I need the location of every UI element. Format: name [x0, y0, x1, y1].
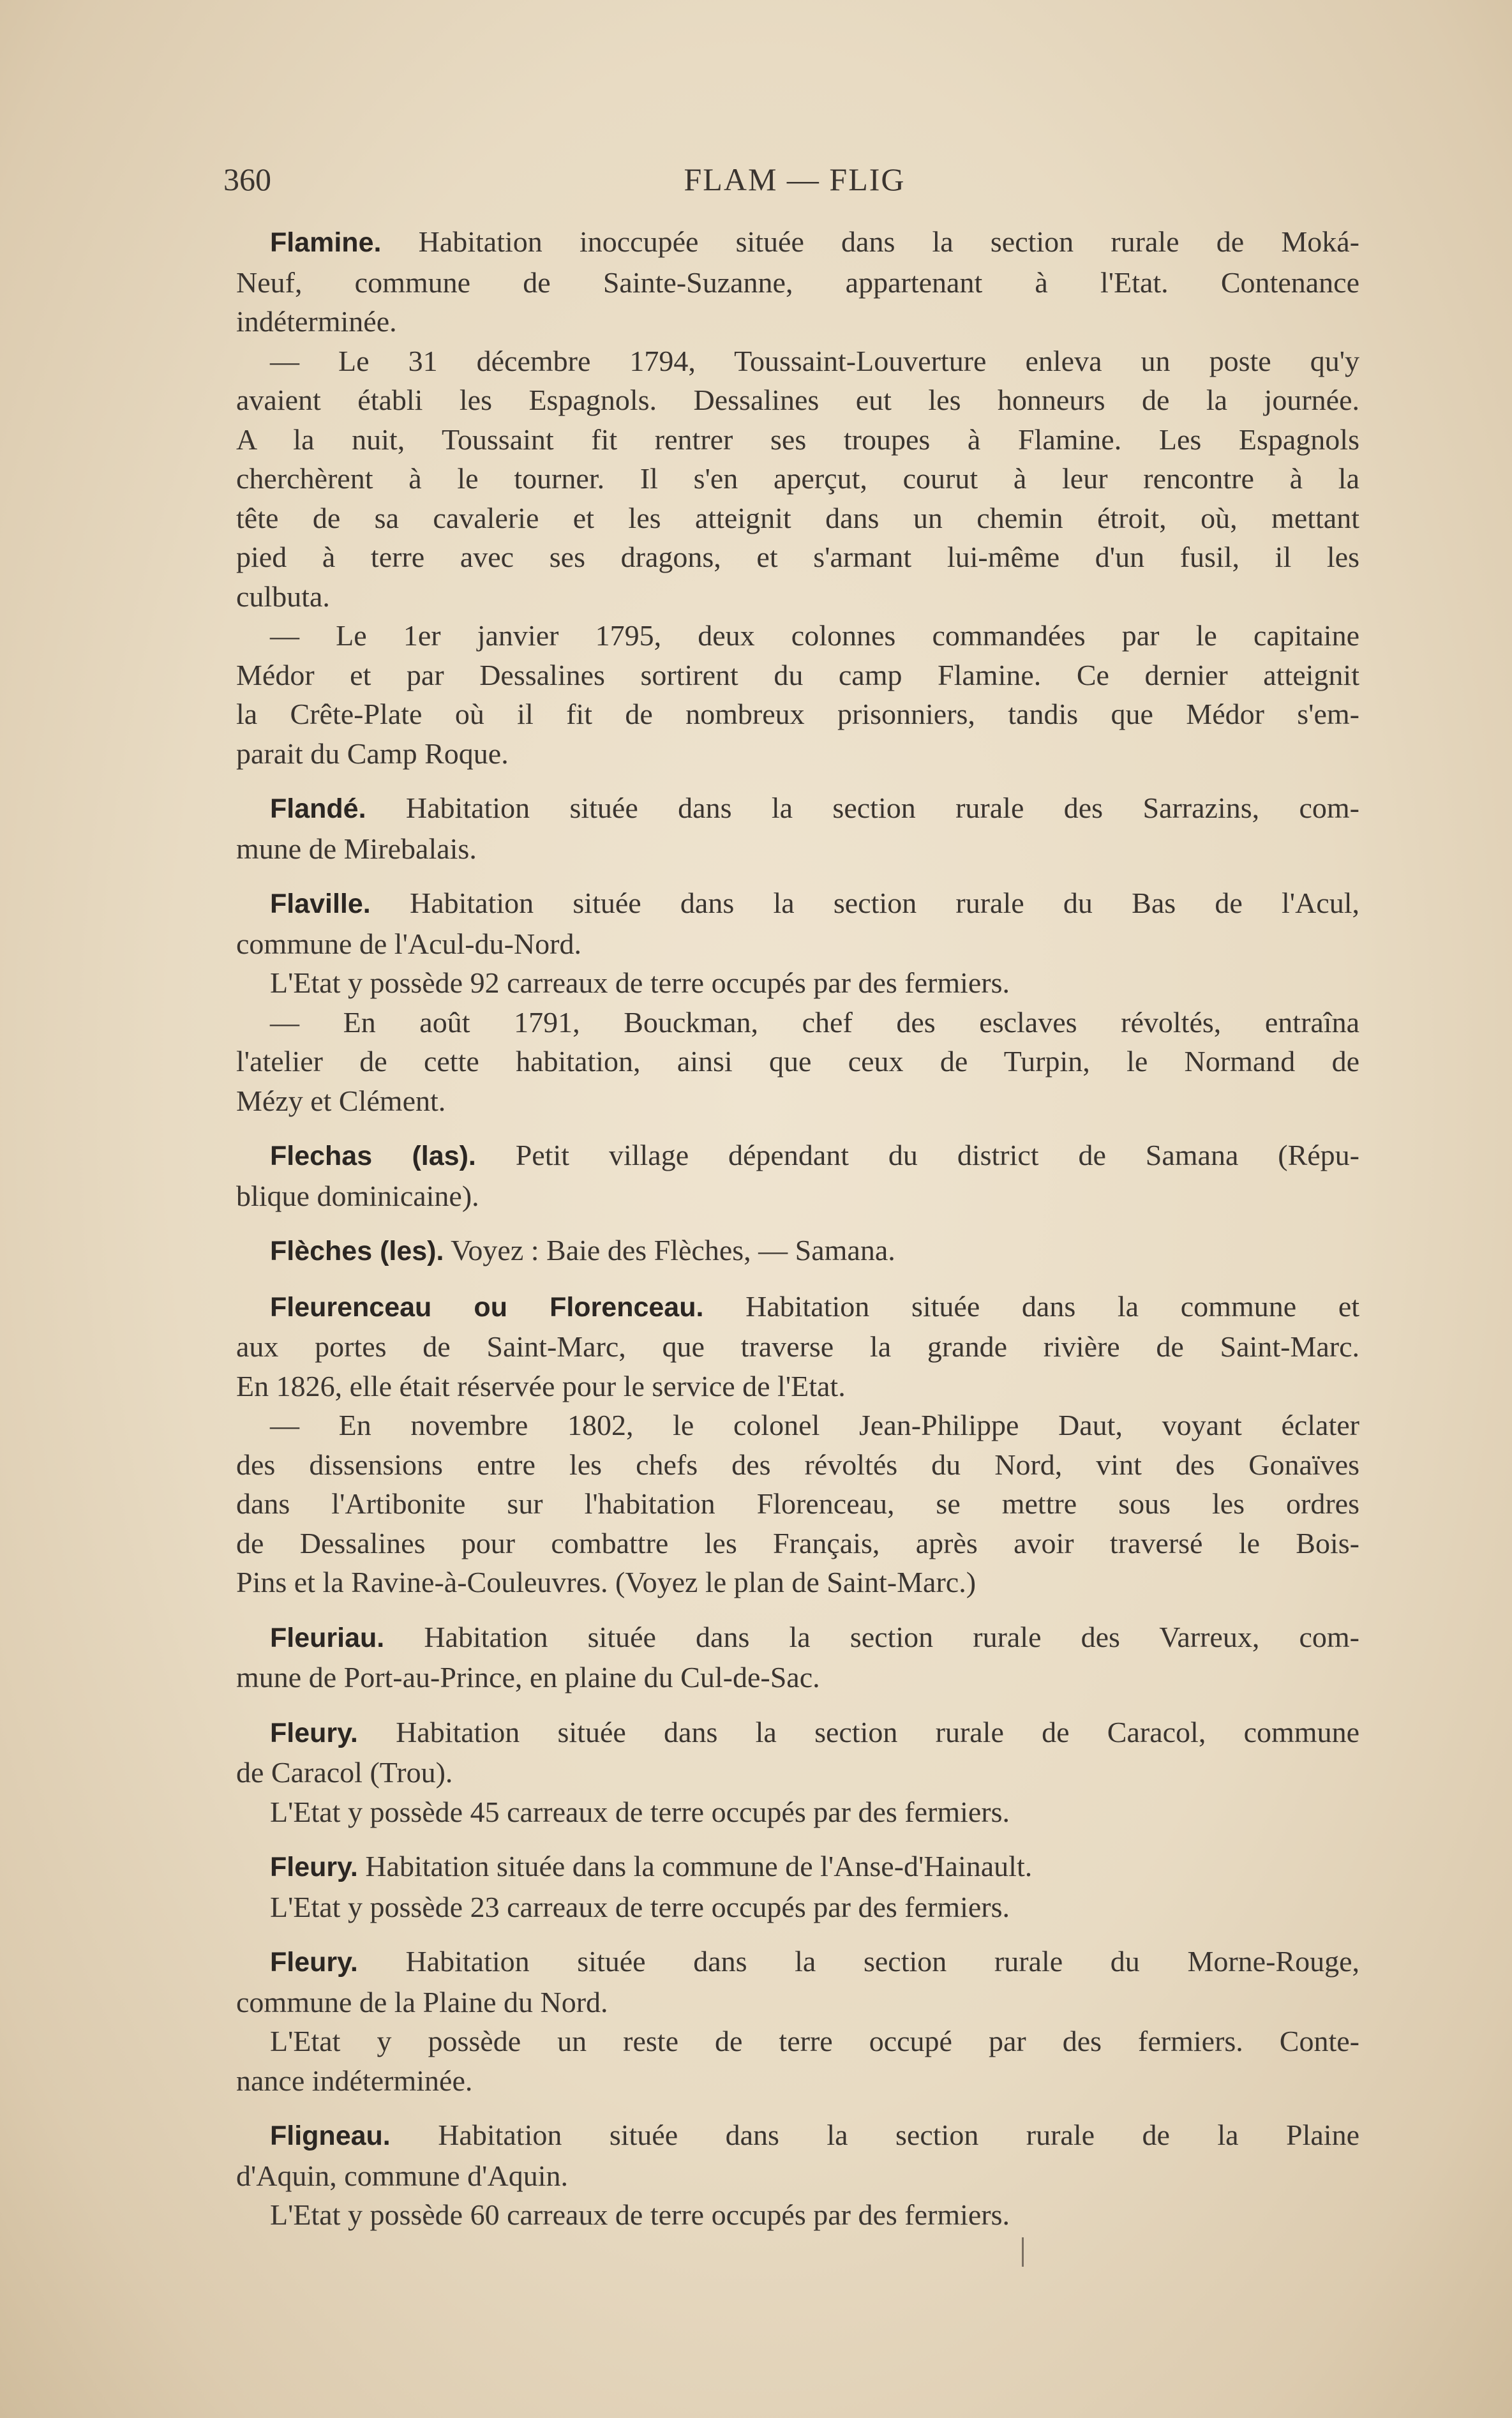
text-line: [236, 1445, 1359, 1485]
line-text: Habitation située dans la section rurale de Caracol, commune: [357, 1715, 1359, 1748]
line-text: des dissensions entre les chefs des révoltés du Nord, vint des Gonaïves: [236, 1448, 1359, 1481]
text-line: [236, 1847, 1359, 1888]
text-line: [236, 1563, 1359, 1602]
entry-headword: Flèches (les).: [270, 1236, 444, 1266]
entry-paragraph: [236, 1942, 1359, 2022]
text-line: [236, 1524, 1359, 1563]
line-text: L'Etat y possède 45 carreaux de terre occupés par des fermiers.: [270, 1795, 1010, 1828]
text-line: [236, 1618, 1359, 1658]
dictionary-entry: [236, 1713, 1359, 1832]
text-line: [236, 1231, 1359, 1272]
line-text: de Dessalines pour combattre les Français, après avoir traversé le Bois-: [236, 1526, 1359, 1559]
line-text: Habitation située dans la section rurale de la Plaine: [390, 2119, 1359, 2151]
text-line: [236, 616, 1359, 656]
entry-paragraph: [236, 1287, 1359, 1406]
entry-paragraph: [236, 1406, 1359, 1602]
line-text: parait du Camp Roque.: [236, 737, 509, 770]
text-line: [236, 342, 1359, 381]
text-line: [236, 380, 1359, 420]
line-text: pied à terre avec ses dragons, et s'armant lui-même d'un fusil, il les: [236, 541, 1359, 573]
line-text: de Caracol (Trou).: [236, 1756, 453, 1789]
text-line: [236, 1753, 1359, 1792]
entry-paragraph: [236, 1792, 1359, 1832]
text-line: [236, 2061, 1359, 2101]
text-line: [236, 1942, 1359, 1983]
text-line: [236, 1003, 1359, 1042]
text-line: [236, 1042, 1359, 1081]
line-text: nance indéterminée.: [236, 2064, 473, 2097]
page-header: [223, 161, 1366, 206]
text-line: [236, 420, 1359, 460]
line-text: — En août 1791, Bouckman, chef des esclaves révoltés, entraîna: [270, 1005, 1359, 1039]
text-line: [236, 656, 1359, 695]
entry-paragraph: [236, 883, 1359, 963]
text-line: [236, 963, 1359, 1003]
line-text: mune de Port-au-Prince, en plaine du Cul-de-Sac.: [236, 1661, 820, 1693]
entry-paragraph: [236, 1618, 1359, 1697]
line-text: tête de sa cavalerie et les atteignit dans un chemin étroit, où, mettant: [236, 501, 1359, 534]
text-line: [236, 883, 1359, 924]
text-line: [236, 2156, 1359, 2196]
text-line: [236, 1081, 1359, 1121]
text-line: [236, 2195, 1359, 2235]
dictionary-entry: [236, 1942, 1359, 2100]
page-number: 360: [223, 161, 271, 197]
line-text: Habitation située dans la section rurale des Sarrazins, com-: [366, 792, 1359, 824]
text-line: [236, 459, 1359, 499]
line-text: Mézy et Clément.: [236, 1084, 446, 1117]
entry-paragraph: [236, 963, 1359, 1003]
dictionary-entry: [236, 222, 1359, 773]
line-text: — Le 1er janvier 1795, deux colonnes commandées par le capitaine: [270, 619, 1359, 652]
text-line: [236, 499, 1359, 538]
running-title: FLAM — FLIG: [684, 161, 906, 197]
line-text: mune de Mirebalais.: [236, 832, 477, 865]
dictionary-entry: [236, 1231, 1359, 1272]
line-text: L'Etat y possède un reste de terre occupé par des fermiers. Conte-: [270, 2025, 1359, 2057]
line-text: Médor et par Dessalines sortirent du camp Flamine. Ce dernier atteignit: [236, 658, 1359, 691]
text-line: [236, 1367, 1359, 1406]
dictionary-entry: [236, 788, 1359, 868]
entry-paragraph: [236, 2195, 1359, 2235]
entry-headword: Flamine.: [270, 227, 382, 258]
line-text: — En novembre 1802, le colonel Jean-Philippe Daut, voyant éclater: [270, 1409, 1359, 1441]
line-text: cherchèrent à le tourner. Il s'en aperçut, courut à leur rencontre à la: [236, 462, 1359, 495]
entry-headword: Fligneau.: [270, 2121, 391, 2151]
line-text: Habitation située dans la section rurale du Morne-Rouge,: [357, 1945, 1359, 1978]
text-line: [236, 302, 1359, 342]
text-line: [236, 537, 1359, 577]
entry-paragraph: [236, 1888, 1359, 1927]
text-line: [236, 577, 1359, 617]
entry-headword: Flandé.: [270, 793, 366, 824]
line-text: l'atelier de cette habitation, ainsi que ceux de Turpin, le Normand de: [236, 1045, 1359, 1078]
printer-mark: [1022, 2237, 1024, 2267]
text-line: [236, 1888, 1359, 1927]
line-text: avaient établi les Espagnols. Dessalines eut les honneurs de la journée.: [236, 384, 1359, 416]
dictionary-entry: [236, 1287, 1359, 1602]
entry-paragraph: [236, 1713, 1359, 1792]
text-line: [236, 2115, 1359, 2156]
text-line: [236, 1327, 1359, 1367]
line-text: Voyez : Baie des Flèches, — Samana.: [444, 1234, 895, 1266]
entry-paragraph: [236, 1847, 1359, 1888]
dictionary-entry: [236, 1618, 1359, 1697]
line-text: commune de l'Acul-du-Nord.: [236, 927, 581, 960]
dictionary-entry: [236, 2115, 1359, 2235]
line-text: Habitation située dans la section rurale du Bas de l'Acul,: [370, 887, 1359, 919]
entry-paragraph: [236, 222, 1359, 342]
entry-headword: Fleury.: [270, 1852, 358, 1882]
entry-paragraph: [236, 2022, 1359, 2100]
text-line: [236, 1406, 1359, 1445]
entry-paragraph: [236, 2115, 1359, 2195]
entry-headword: Flechas (las).: [270, 1141, 476, 1171]
line-text: Habitation située dans la commune et: [703, 1289, 1360, 1323]
line-text: aux portes de Saint-Marc, que traverse la grande rivière de Saint-Marc.: [236, 1330, 1359, 1363]
line-text: Petit village dépendant du district de Samana (Répu-: [475, 1139, 1359, 1171]
entry-headword: Flaville.: [270, 889, 371, 919]
entry-paragraph: [236, 1136, 1359, 1215]
entry-paragraph: [236, 342, 1359, 617]
text-line: [236, 263, 1359, 303]
entry-paragraph: [236, 616, 1359, 773]
line-text: indéterminée.: [236, 305, 397, 338]
text-line: [236, 1484, 1359, 1524]
line-text: d'Aquin, commune d'Aquin.: [236, 2159, 568, 2192]
line-text: L'Etat y possède 23 carreaux de terre occupés par des fermiers.: [270, 1890, 1010, 1923]
dictionary-entry: [236, 1136, 1359, 1215]
text-line: [236, 222, 1359, 263]
line-text: Habitation inoccupée située dans la section rurale de Moká-: [381, 225, 1359, 258]
entry-paragraph: [236, 1231, 1359, 1272]
text-line: [236, 1176, 1359, 1216]
entry-headword: Fleury.: [270, 1717, 358, 1748]
entry-paragraph: [236, 1003, 1359, 1121]
text-line: [236, 1792, 1359, 1832]
entry-headword: Fleurenceau ou Florenceau.: [270, 1291, 704, 1323]
text-line: [236, 1983, 1359, 2022]
dictionary-entry: [236, 883, 1359, 1120]
entry-paragraph: [236, 788, 1359, 868]
line-text: dans l'Artibonite sur l'habitation Florenceau, se mettre sous les ordres: [236, 1487, 1359, 1520]
line-text: Habitation située dans la commune de l'Anse-d'Hainault.: [357, 1850, 1033, 1882]
text-line: [236, 924, 1359, 964]
text-line: [236, 1658, 1359, 1697]
text-line: [236, 829, 1359, 869]
line-text: — Le 31 décembre 1794, Toussaint-Louverture enleva un poste qu'y: [270, 344, 1359, 377]
line-text: L'Etat y possède 60 carreaux de terre occupés par des fermiers.: [270, 2198, 1010, 2231]
line-text: Pins et la Ravine-à-Couleuvres. (Voyez le plan de Saint-Marc.): [236, 1566, 977, 1598]
text-line: [236, 1713, 1359, 1753]
text-line: [236, 2022, 1359, 2061]
text-line: [236, 788, 1359, 829]
line-text: blique dominicaine).: [236, 1179, 479, 1212]
entry-headword: Fleuriau.: [270, 1622, 385, 1653]
text-line: [236, 1287, 1359, 1328]
line-text: L'Etat y possède 92 carreaux de terre occupés par des fermiers.: [270, 966, 1010, 999]
text-line: [236, 1136, 1359, 1176]
dictionary-body: [236, 222, 1359, 2235]
line-text: A la nuit, Toussaint fit rentrer ses troupes à Flamine. Les Espagnols: [236, 423, 1359, 456]
line-text: la Crête-Plate où il fit de nombreux prisonniers, tandis que Médor s'em-: [236, 698, 1359, 730]
line-text: En 1826, elle était réservée pour le service de l'Etat.: [236, 1369, 846, 1402]
line-text: commune de la Plaine du Nord.: [236, 1985, 608, 2018]
line-text: Habitation située dans la section rurale des Varreux, com-: [384, 1620, 1359, 1653]
text-line: [236, 695, 1359, 734]
text-line: [236, 734, 1359, 774]
line-text: culbuta.: [236, 580, 330, 613]
line-text: Neuf, commune de Sainte-Suzanne, appartenant à l'Etat. Contenance: [236, 266, 1359, 299]
entry-headword: Fleury.: [270, 1947, 358, 1978]
dictionary-entry: [236, 1847, 1359, 1926]
